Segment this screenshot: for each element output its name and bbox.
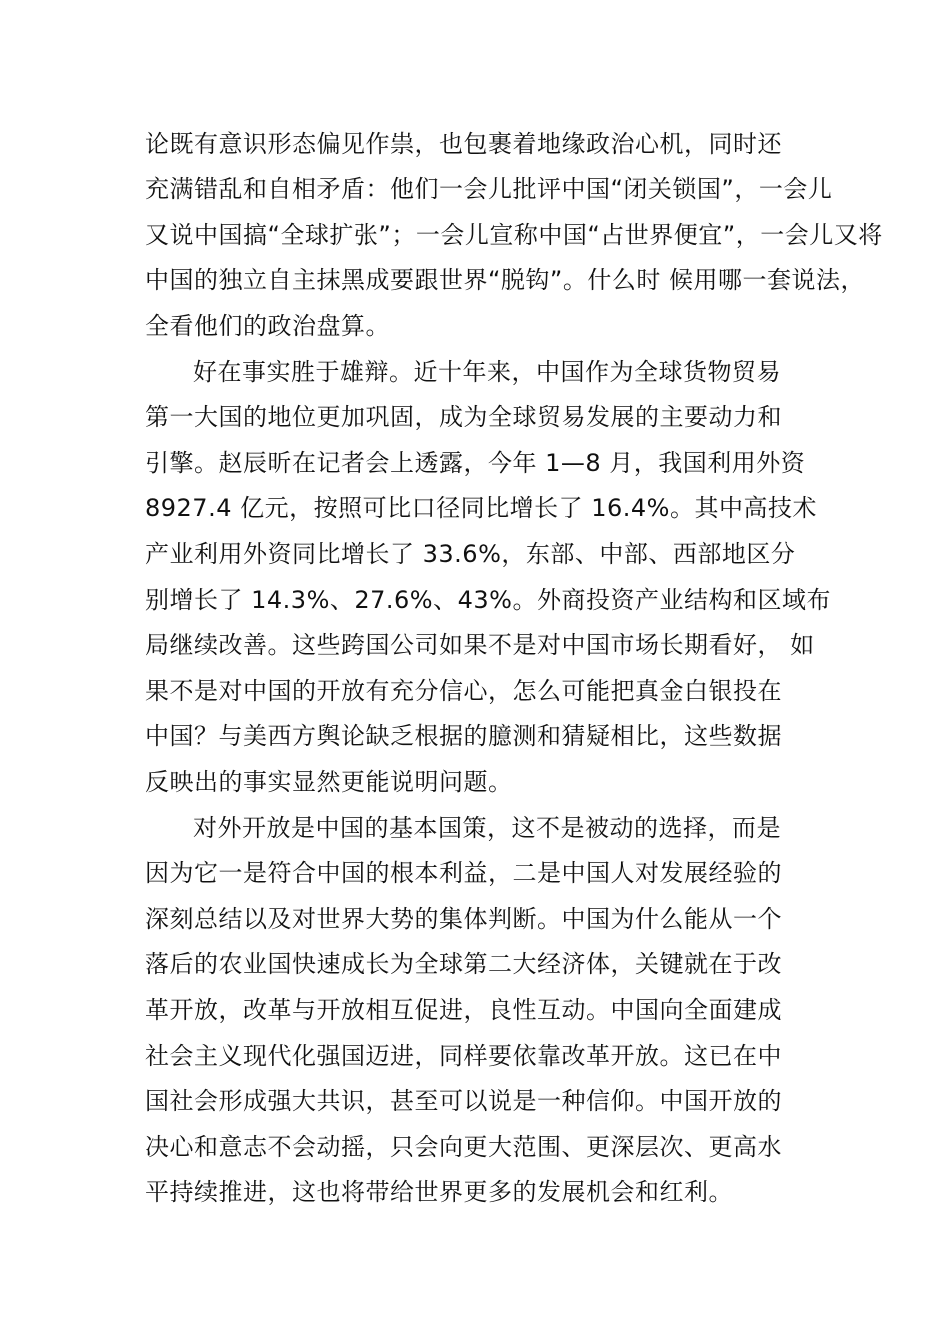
text-line: 第一大国的地位更加巩固，成为全球贸易发展的主要动力和 [145,403,782,431]
text-line: 落后的农业国快速成长为全球第二大经济体，关键就在于改 [145,950,782,978]
text-line: 充满错乱和自相矛盾：他们一会儿批评中国“闭关锁国”，一会儿 [145,175,833,203]
text-line: 中国？与美西方舆论缺乏根据的臆测和猜疑相比，这些数据 [145,722,782,750]
text-line: 引擎。赵辰昕在记者会上透露，今年 1—8 月，我国利用外资 [145,449,806,477]
text-line: 革开放，改革与开放相互促进，良性互动。中国向全面建成 [145,996,782,1024]
text-line: 国社会形成强大共识，甚至可以说是一种信仰。中国开放的 [145,1087,782,1115]
text-line: 社会主义现代化强国迈进，同样要依靠改革开放。这已在中 [145,1042,782,1070]
text-line: 果不是对中国的开放有充分信心，怎么可能把真金白银投在 [145,677,782,705]
text-line: 论既有意识形态偏见作祟，也包裹着地缘政治心机，同时还 [145,130,782,158]
text-line: 决心和意志不会动摇，只会向更大范围、更深层次、更高水 [145,1133,782,1161]
text-line: 产业利用外资同比增长了 33.6%，东部、中部、西部地区分 [145,540,796,568]
text-line: 别增长了 14.3%、27.6%、43%。外商投资产业结构和区域布 [145,586,831,614]
paragraph-start-line: 对外开放是中国的基本国策，这不是被动的选择，而是 [193,814,781,842]
text-line: 反映出的事实显然更能说明问题。 [145,768,513,796]
paragraph-start-line: 好在事实胜于雄辩。近十年来，中国作为全球货物贸易 [193,358,781,386]
text-line: 中国的独立自主抹黑成要跟世界“脱钩”。什么时 候用哪一套说法， [145,266,865,294]
text-line: 因为它一是符合中国的根本利益，二是中国人对发展经验的 [145,859,782,887]
text-line: 局继续改善。这些跨国公司如果不是对中国市场长期看好， 如 [145,631,815,659]
text-line: 平持续推进，这也将带给世界更多的发展机会和红利。 [145,1178,733,1206]
text-line: 8927.4 亿元，按照可比口径同比增长了 16.4%。其中高技术 [145,494,817,522]
text-line: 全看他们的政治盘算。 [145,312,390,340]
text-line: 又说中国搞“全球扩张”；一会儿宣称中国“占世界便宜”，一会儿又将 [145,221,883,249]
text-line: 深刻总结以及对世界大势的集体判断。中国为什么能从一个 [145,905,782,933]
